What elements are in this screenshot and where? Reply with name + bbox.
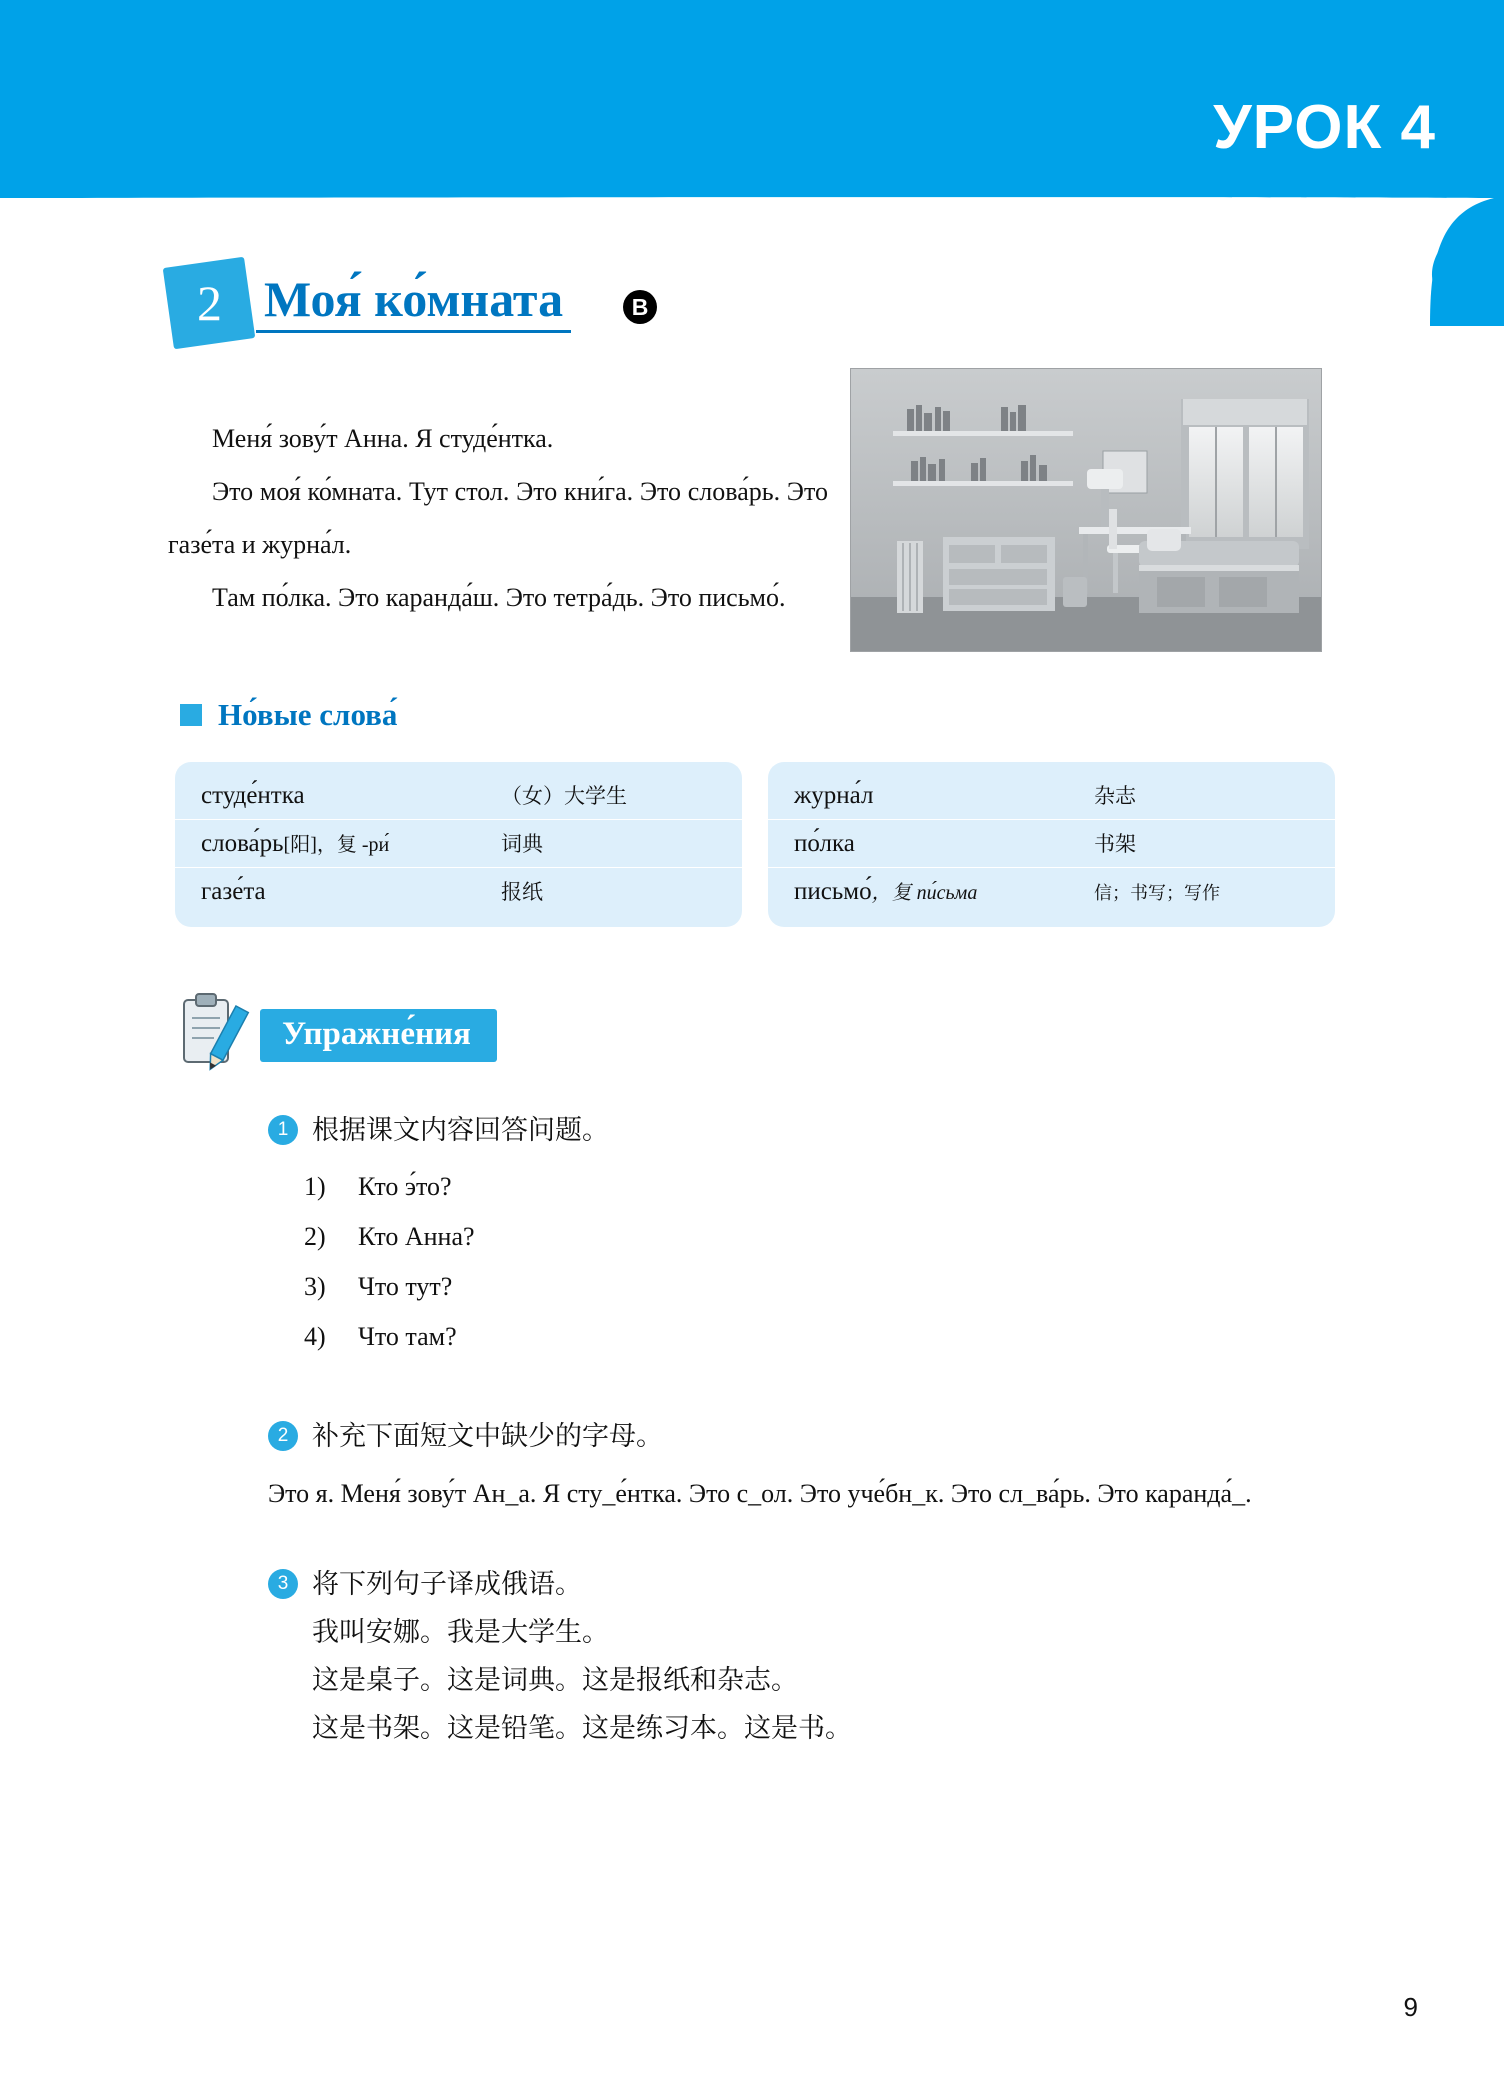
- translation-line: 我叫安娜。我是大学生。: [312, 1617, 609, 1647]
- sub-question-text: Кто Анна?: [358, 1222, 475, 1251]
- vocabulary-row: [175, 820, 742, 868]
- word-note: ，复 пи́сьма: [871, 882, 978, 904]
- sub-question: [304, 1162, 1328, 1212]
- sub-question-text: Что тут?: [358, 1272, 453, 1301]
- lesson-label: УРОК 4: [1213, 93, 1436, 162]
- vocabulary-meaning: 词典: [501, 833, 543, 856]
- exercise-number: 1: [268, 1115, 298, 1145]
- vocabulary-column-left: [175, 762, 742, 927]
- section-number: 2: [196, 275, 222, 331]
- translation-line: 这是书架。这是铅笔。这是练习本。这是书。: [312, 1713, 852, 1743]
- exercise-subquestions: [304, 1162, 1328, 1362]
- sub-question-index: 4): [304, 1322, 326, 1351]
- exercise-number: 2: [268, 1421, 298, 1451]
- vocabulary-meaning: 信；书写；写作: [1094, 883, 1220, 903]
- room-photo: [850, 368, 1322, 652]
- vocabulary-word: [794, 830, 1094, 858]
- exercise-body: [268, 1468, 1328, 1520]
- exercises-list: [268, 1110, 1328, 1762]
- clipboard-pencil-icon: [178, 992, 256, 1078]
- square-bullet-icon: [180, 704, 202, 726]
- exercise-prompt: 补充下面短文中缺少的字母。: [312, 1421, 663, 1451]
- reading-line: Меня́ зову́т Анна. Я студе́нтка.: [212, 424, 554, 453]
- exercise-number: 3: [268, 1569, 298, 1599]
- section-number-badge: [163, 257, 256, 350]
- sub-question-index: 2): [304, 1222, 326, 1251]
- translation-sentences: [312, 1608, 1328, 1752]
- exercise-item: [268, 1564, 1328, 1752]
- word-text: письмо́: [794, 878, 872, 905]
- reading-text: [168, 412, 828, 624]
- vocabulary-word: [201, 828, 501, 858]
- sub-question-text: Что там?: [358, 1322, 457, 1351]
- exercises-label: Упражне́ния: [282, 1015, 471, 1052]
- vocabulary-word: [794, 876, 1094, 906]
- vocabulary-word: [794, 782, 1094, 810]
- vocabulary-meaning: （女）大学生: [501, 785, 627, 808]
- vocabulary-word: [201, 878, 501, 906]
- reading-line: Там по́лка. Это каранда́ш. Это тетра́дь. Это письмо́.: [212, 583, 786, 612]
- fill-in-paragraph: Это я. Меня́ зову́т Ан_а. Я сту_е́нтка. Это с_ол. Это уче́бн_к. Это сл_ва́рь. Это каранда́_.: [268, 1479, 1252, 1508]
- exercises-heading: [178, 992, 497, 1078]
- sub-question-text: Кто э́то?: [358, 1172, 452, 1201]
- audio-marker-icon: B: [623, 290, 657, 324]
- translation-line: 这是桌子。这是词典。这是报纸和杂志。: [312, 1665, 798, 1695]
- sub-question: [304, 1212, 1328, 1262]
- word-text: газе́та: [201, 878, 266, 905]
- word-text: журна́л: [794, 782, 874, 809]
- vocabulary-meaning: 书架: [1094, 833, 1136, 856]
- word-note: [阳]，复 -ри́: [283, 834, 390, 856]
- word-text: студе́нтка: [201, 782, 305, 809]
- vocabulary-row: [175, 868, 742, 915]
- sub-question: [304, 1262, 1328, 1312]
- sub-question-index: 3): [304, 1272, 326, 1301]
- vocabulary-row: [175, 772, 742, 820]
- section-heading: [168, 262, 657, 344]
- vocabulary-tables: [175, 762, 1335, 927]
- exercises-banner: [260, 1009, 497, 1062]
- vocabulary-row: [768, 820, 1335, 868]
- vocabulary-row: [768, 868, 1335, 915]
- vocabulary-column-right: [768, 762, 1335, 927]
- sub-question-index: 1): [304, 1172, 326, 1201]
- new-words-label: Но́вые слова́: [218, 697, 398, 732]
- section-title: Моя́ ко́мната: [256, 274, 571, 333]
- page-number: 9: [1403, 1992, 1418, 2022]
- new-words-heading: [180, 697, 397, 733]
- exercise-prompt: 将下列句子译成俄语。: [312, 1569, 582, 1599]
- vocabulary-row: [768, 772, 1335, 820]
- sub-question: [304, 1312, 1328, 1362]
- vocabulary-meaning: 报纸: [501, 881, 543, 904]
- word-text: слова́рь: [201, 830, 284, 857]
- exercise-item: [268, 1416, 1328, 1520]
- exercise-prompt: 根据课文内容回答问题。: [312, 1115, 609, 1145]
- vocabulary-word: [201, 782, 501, 810]
- exercise-item: [268, 1110, 1328, 1362]
- reading-line: Это моя́ ко́мната. Тут стол. Это кни́га. Это слова́рь. Это газе́та и журна́л.: [168, 477, 828, 559]
- word-text: по́лка: [794, 830, 855, 857]
- vocabulary-meaning: 杂志: [1094, 785, 1136, 808]
